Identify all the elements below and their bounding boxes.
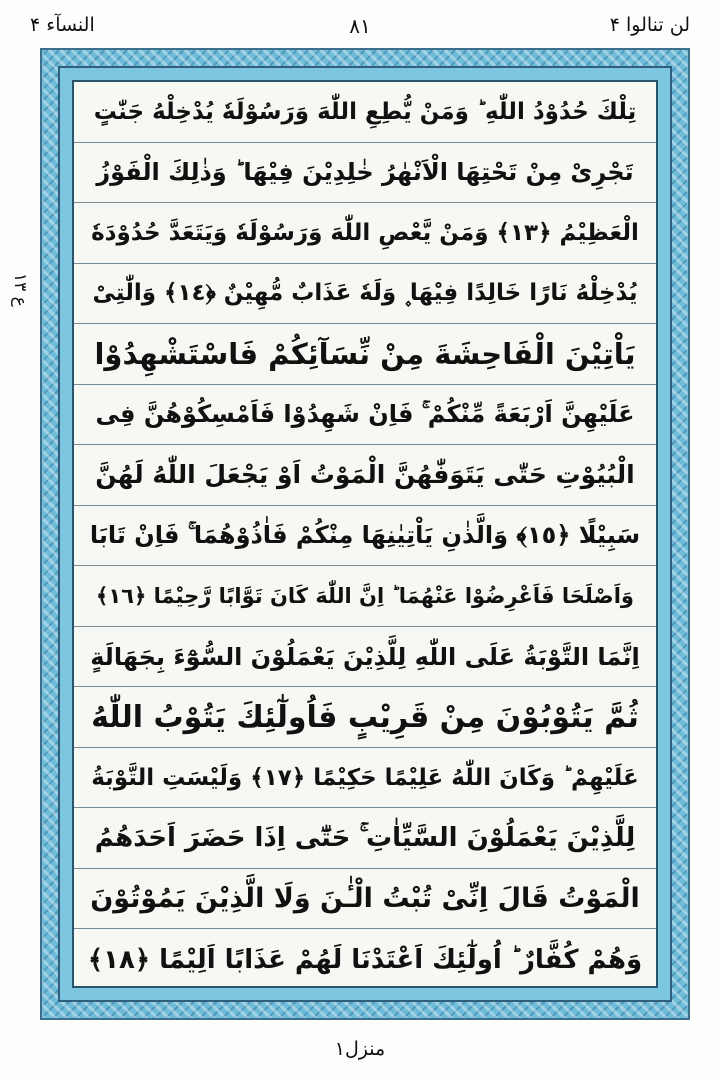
text-line-9: وَاَصْلَحَا فَاَعْرِضُوْا عَنْهُمَا ؕ اِنَّ اللّٰهَ كَانَ تَوَّابًا رَّحِيْمًا ﴿١٦﴾: [74, 566, 656, 627]
text-line-15: وَهُمْ كُفَّارٌ ؕ اُولٰٓئِكَ اَعْتَدْنَا لَهُمْ عَذَابًا اَلِيْمًا ﴿١٨﴾: [87, 944, 643, 975]
page-header: [30, 14, 690, 48]
text-line-7: الْبُيُوْتِ حَتّٰى يَتَوَفّٰهُنَّ الْمَوْتُ اَوْ يَجْعَلَ اللّٰهُ لَهُنَّ: [74, 445, 656, 506]
surah-name: النسآء ۴: [30, 14, 95, 36]
text-line-1: تِلْكَ حُدُوْدُ اللّٰهِ ؕ وَمَنْ يُّطِعِ اللّٰهَ وَرَسُوْلَهٗ يُدْخِلْهُ جَنّٰتٍ: [74, 82, 656, 143]
manzil-footer: منزل١: [334, 1038, 386, 1060]
text-line-5: يَاْتِيْنَ الْفَاحِشَةَ مِنْ نِّسَآئِكُمْ فَاسْتَشْهِدُوْا: [74, 324, 656, 385]
text-line-12: عَلَيْهِمْ ؕ وَكَانَ اللّٰهُ عَلِيْمًا حَكِيْمًا ﴿١٧﴾ وَلَيْسَتِ التَّوْبَةُ: [74, 748, 656, 809]
text-line-4: يُدْخِلْهُ نَارًا خَالِدًا فِيْهَا ۪ وَلَهٗ عَذَابٌ مُّهِيْنٌ ﴿١٤﴾ وَالّٰتِىْ: [74, 264, 656, 325]
text-area: [72, 80, 658, 988]
text-line-14: الْمَوْتُ قَالَ اِنِّىْ تُبْتُ الْـٰٔنَ وَلَا الَّذِيْنَ يَمُوْتُوْنَ: [74, 869, 656, 930]
text-line-11: ثُمَّ يَتُوْبُوْنَ مِنْ قَرِيْبٍ فَاُولٰٓئِكَ يَتُوْبُ اللّٰهُ: [74, 687, 656, 748]
text-line-13: لِلَّذِيْنَ يَعْمَلُوْنَ السَّيِّاٰتِ ۚ حَتّٰٓى اِذَا حَضَرَ اَحَدَهُمُ: [74, 808, 656, 869]
text-line-8: سَبِيْلًا ﴿١٥﴾ وَالَّذٰنِ يَاْتِيٰنِهَا مِنْكُمْ فَاٰذُوْهُمَا ۚ فَاِنْ تَابَا: [74, 506, 656, 567]
text-line-3: الْعَظِيْمُ ﴿١٣﴾ وَمَنْ يَّعْصِ اللّٰهَ وَرَسُوْلَهٗ وَيَتَعَدَّ حُدُوْدَهٗ: [74, 203, 656, 264]
ornamental-frame: [40, 48, 690, 1020]
text-line-2: تَجْرِىْ مِنْ تَحْتِهَا الْاَنْهٰرُ خٰلِدِيْنَ فِيْهَا ؕ وَذٰلِكَ الْفَوْزُ: [74, 143, 656, 204]
text-line-6: عَلَيْهِنَّ اَرْبَعَةً مِّنْكُمْ ۚ فَاِنْ شَهِدُوْا فَاَمْسِكُوْهُنَّ فِى: [74, 385, 656, 446]
ruku-marker: ع ۱۳: [10, 273, 30, 307]
page-number: ٨١: [349, 14, 371, 38]
text-line-10: اِنَّمَا التَّوْبَةُ عَلَى اللّٰهِ لِلَّذِيْنَ يَعْمَلُوْنَ السُّوْٓءَ بِجَهَالَةٍ: [74, 627, 656, 688]
juz-title: لن تنالوا ۴: [609, 14, 690, 36]
